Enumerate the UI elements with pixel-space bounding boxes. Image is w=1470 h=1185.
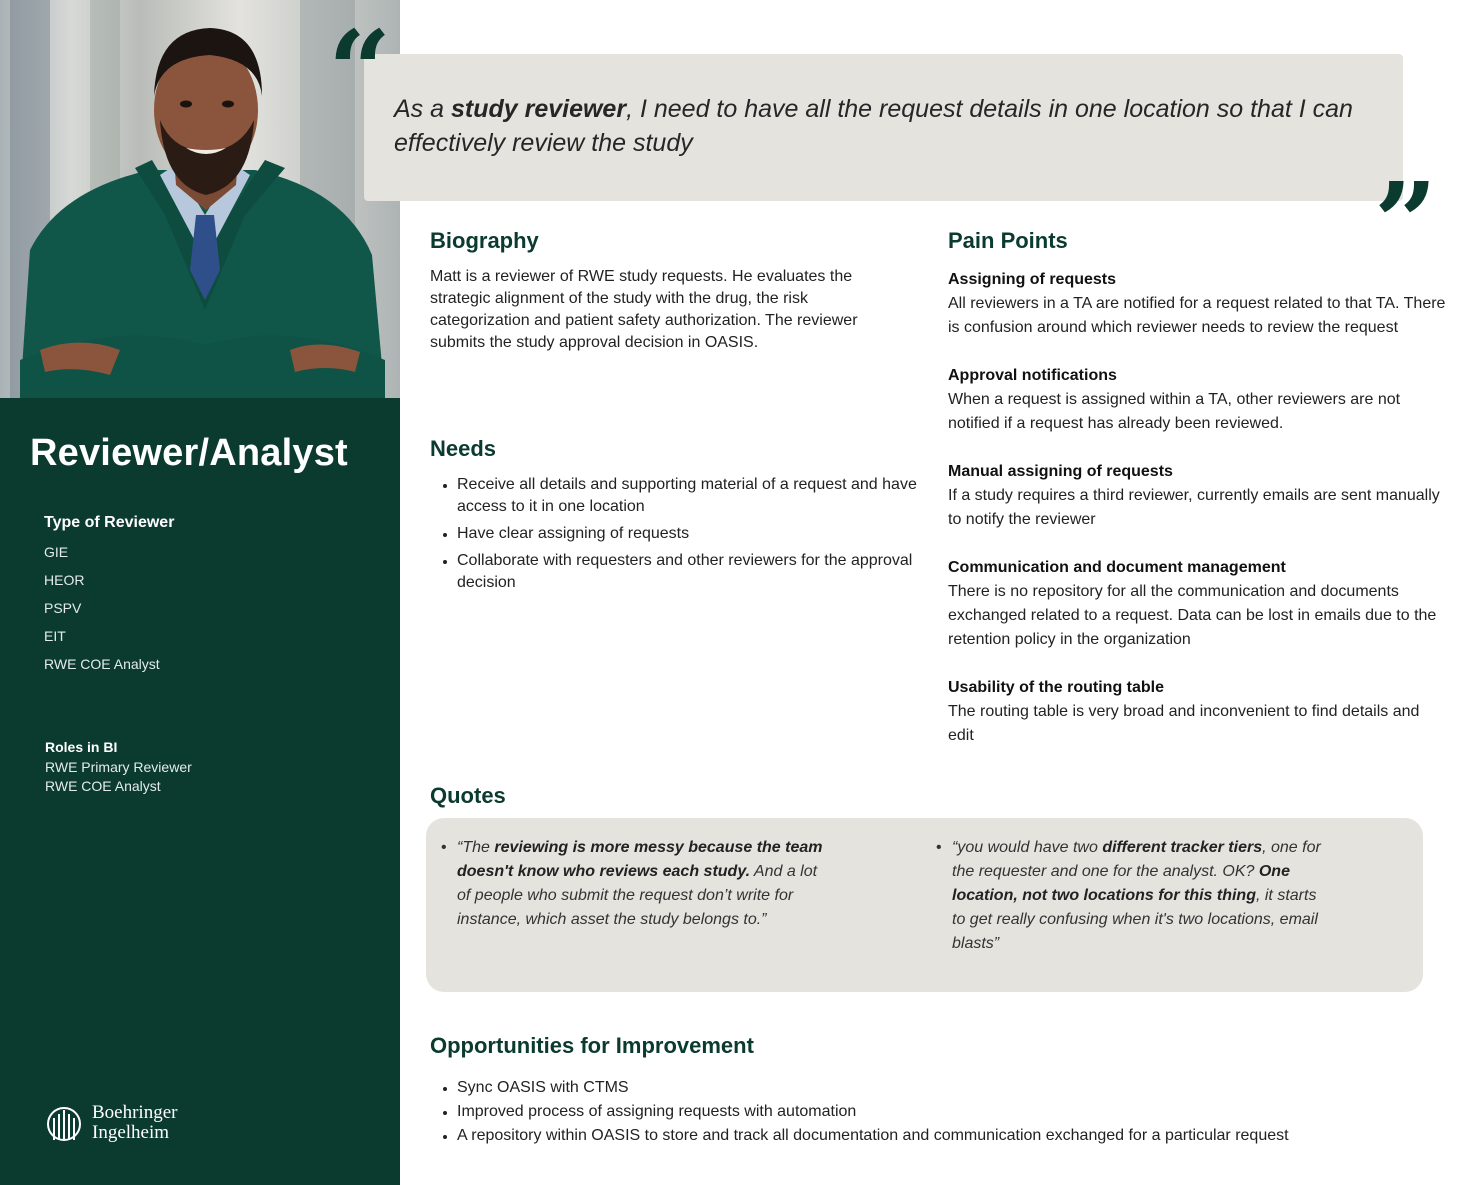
reviewer-type-item: GIE bbox=[44, 544, 69, 560]
pain-point-text: The routing table is very broad and inconvenient to find details and edit bbox=[948, 703, 1420, 744]
pain-point-title: Assigning of requests bbox=[948, 271, 1117, 288]
role-item: RWE COE Analyst bbox=[45, 778, 161, 794]
pain-points-heading: Pain Points bbox=[948, 228, 1068, 253]
pain-point-title: Usability of the routing table bbox=[948, 679, 1165, 696]
pain-point bbox=[948, 556, 1448, 652]
pain-point bbox=[948, 460, 1448, 532]
opportunity-item: • Improved process of assigning requests with automation bbox=[457, 1100, 1457, 1124]
opportunities-list bbox=[457, 1076, 1457, 1148]
pain-points-list bbox=[948, 268, 1448, 772]
pain-point bbox=[948, 676, 1448, 748]
roles-list bbox=[45, 758, 192, 796]
user-story-text: As a study reviewer, I need to have all the request details in one location so that I can effectively review the study bbox=[394, 95, 1353, 157]
open-quote-icon: “ bbox=[328, 6, 392, 135]
opportunity-item: • A repository within OASIS to store and track all documentation and communication exchanged for a particular request bbox=[457, 1124, 1457, 1148]
roles-heading: Roles in BI bbox=[45, 739, 118, 755]
pain-point-text: When a request is assigned within a TA, other reviewers are not notified if a request has already been reviewed. bbox=[948, 391, 1401, 432]
pain-point bbox=[948, 364, 1448, 436]
persona-role-title: Reviewer/Analyst bbox=[30, 432, 348, 474]
biography-text: Matt is a reviewer of RWE study requests. He evaluates the strategic alignment of the study with the drug, the risk categorization and patient safety authorization. The reviewer submits the study approval decision in OASIS. bbox=[430, 268, 858, 351]
reviewer-type-heading: Type of Reviewer bbox=[44, 514, 175, 531]
pain-point-title: Manual assigning of requests bbox=[948, 463, 1173, 480]
close-quote-icon: ” bbox=[1374, 158, 1438, 287]
reviewer-type-item: RWE COE Analyst bbox=[44, 656, 160, 672]
needs-item: • Receive all details and supporting material of a request and have access to it in one location bbox=[457, 474, 917, 518]
boehringer-logo-icon bbox=[44, 1102, 84, 1144]
persona-sidebar bbox=[0, 0, 400, 1185]
role-item: RWE Primary Reviewer bbox=[45, 759, 192, 775]
pain-point-title: Communication and document management bbox=[948, 559, 1286, 576]
quote-item: • “you would have two different tracker tiers, one for the requester and one for the analyst. OK? One location, not two locations for this thing, it starts to get really confusing when it's two locations, email blasts” bbox=[936, 839, 1321, 952]
biography-heading: Biography bbox=[430, 228, 539, 253]
pain-point bbox=[948, 268, 1448, 340]
reviewer-type-item: EIT bbox=[44, 628, 66, 644]
pain-point-text: All reviewers in a TA are notified for a request related to that TA. There is confusion around which reviewer needs to review the request bbox=[948, 295, 1446, 336]
quotes-heading: Quotes bbox=[430, 783, 506, 808]
reviewer-type-list bbox=[44, 542, 160, 682]
pain-point-title: Approval notifications bbox=[948, 367, 1117, 384]
company-logo bbox=[44, 1102, 177, 1144]
logo-line-2: Ingelheim bbox=[92, 1122, 170, 1143]
reviewer-type-item: HEOR bbox=[44, 572, 85, 588]
needs-list bbox=[457, 474, 917, 599]
needs-item: • Have clear assigning of requests bbox=[457, 523, 917, 545]
opportunities-heading: Opportunities for Improvement bbox=[430, 1033, 754, 1058]
needs-item: • Collaborate with requesters and other reviewers for the approval decision bbox=[457, 550, 917, 594]
opportunity-item: • Sync OASIS with CTMS bbox=[457, 1076, 1457, 1100]
needs-heading: Needs bbox=[430, 436, 497, 461]
logo-line-1: Boehringer bbox=[92, 1102, 178, 1123]
user-story-emphasis: study reviewer bbox=[450, 95, 627, 123]
pain-point-text: There is no repository for all the communication and documents exchanged related to a request. Data can be lost in emails due to the retention policy in the organization bbox=[948, 583, 1437, 648]
pain-point-text: If a study requires a third reviewer, currently emails are sent manually to notify the reviewer bbox=[948, 487, 1440, 528]
reviewer-type-item: PSPV bbox=[44, 600, 82, 616]
quote-item: • “The reviewing is more messy because the team doesn't know who reviews each study. And a lot of people who submit the request don’t write for instance, which asset the study belongs to.” bbox=[441, 839, 823, 928]
